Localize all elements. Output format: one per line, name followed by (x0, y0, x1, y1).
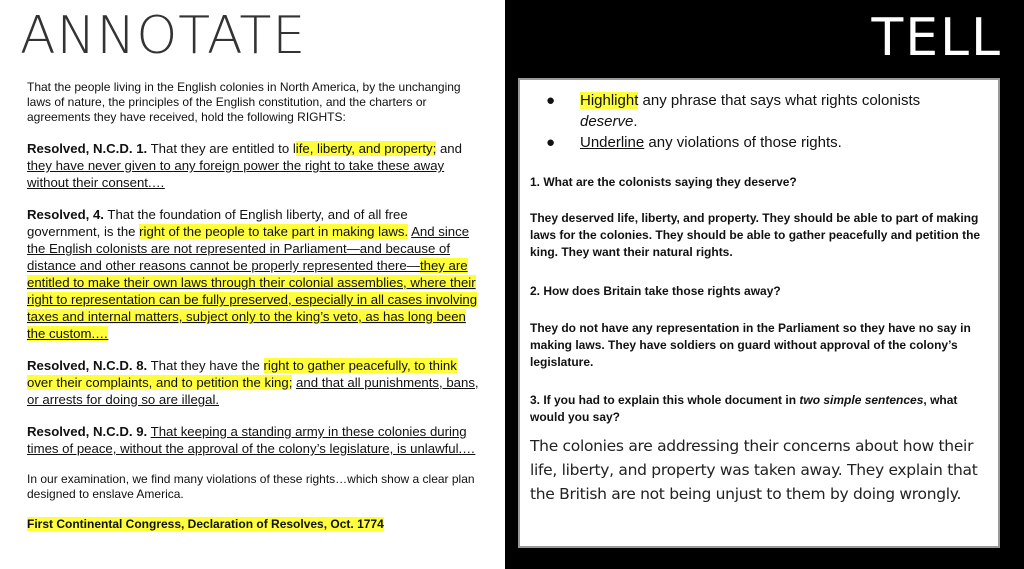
text: 3. If you had to explain this whole document in (530, 393, 800, 407)
text: . (633, 113, 638, 130)
intro-paragraph: That the people living in the English colonies in North America, by the unchanging laws of nature, the principles of the English constitution, and the charters or agreements they have received, hold the following RIGHTS: (27, 80, 461, 124)
text: any phrase that says what rights colonists (638, 92, 921, 109)
summary-answer: The colonies are addressing their concerns about how their life, liberty, and property was taken away. They explain that the British are not being unjust to them by doing wrongly. (530, 437, 978, 503)
annotate-title: ANNOTATE (20, 6, 307, 66)
resolved-9 (27, 423, 482, 457)
underline: That keeping a standing army in these colonies during times of peace, without the approval of the colony’s legislature, is unlawful.… (27, 424, 476, 456)
emphasis: two simple sentences (799, 393, 924, 407)
resolved-1 (27, 140, 482, 191)
annotate-panel (0, 0, 505, 569)
highlight: right of the people to take part in making laws. (139, 224, 409, 239)
tell-answer-card (518, 78, 1000, 548)
highlight-underline: they are entitled to make their own laws through their colonial assemblies, where their right to representation can be fully preserved, especially in all cases involving taxes and internal matters, subject only to the king’s veto, as has long been the custom.… (27, 258, 478, 341)
highlight: right to gather peacefully, to think over their complaints, and to petition the king; (27, 358, 457, 390)
source-highlight: First Continental Congress, Declaration of Resolves, Oct. 1774 (27, 517, 384, 531)
tell-title: TELL (871, 8, 1002, 68)
examination-paragraph: In our examination, we find many violations of these rights…which show a clear plan designed to enslave America. (27, 472, 475, 501)
resolved-1-label: Resolved, N.C.D. 1. (27, 141, 148, 156)
highlight: ife, liberty, and property; (295, 141, 437, 156)
resolved-8-label: Resolved, N.C.D. 8. (27, 358, 148, 373)
document-text (27, 80, 482, 532)
question-2: 2. How does Britain take those rights away? (530, 284, 781, 298)
question-1: 1. What are the colonists saying they deserve? (530, 175, 797, 189)
question-3 (530, 392, 990, 426)
text: , what would you say? (530, 393, 958, 424)
resolved-4-label: Resolved, 4. (27, 207, 104, 222)
instruction-highlight (540, 90, 980, 132)
underline: And since the English colonists are not represented in Parliament—and because of distance and other reasons cannot be properly represented there— (27, 224, 470, 273)
bullet-icon: ● (546, 92, 556, 109)
answer-2: They do not have any representation in the Parliament so they have no say in making laws. They have soldiers on guard without approval of the colony’s legislature. (530, 321, 971, 369)
instructions-list (540, 90, 980, 153)
text: any violations of those rights. (644, 134, 842, 151)
underline: and that all punishments, bans, or arrests for doing so are illegal. (27, 375, 479, 407)
text: That they are entitled to l (147, 141, 296, 156)
text: That they have the (147, 358, 264, 373)
answer-1: They deserved life, liberty, and property. They should be able to part of making laws for the colonies. They should be able to gather peacefully and petition the king. They want their natural rights. (530, 211, 981, 259)
instruction-underline (540, 132, 980, 153)
highlight-word: Highlight (580, 92, 639, 109)
text: and (436, 141, 462, 156)
source-citation (27, 517, 482, 532)
resolved-8 (27, 357, 482, 408)
resolved-9-label: Resolved, N.C.D. 9. (27, 424, 148, 439)
text: That the foundation of English liberty, and of all free government, is the (27, 207, 408, 239)
underline: they have never given to any foreign power the right to take these away without their consent.… (27, 158, 445, 190)
resolved-4 (27, 206, 482, 342)
emphasis: deserve (580, 113, 634, 130)
bullet-icon: ● (546, 134, 556, 151)
underline-word: Underline (580, 134, 645, 151)
